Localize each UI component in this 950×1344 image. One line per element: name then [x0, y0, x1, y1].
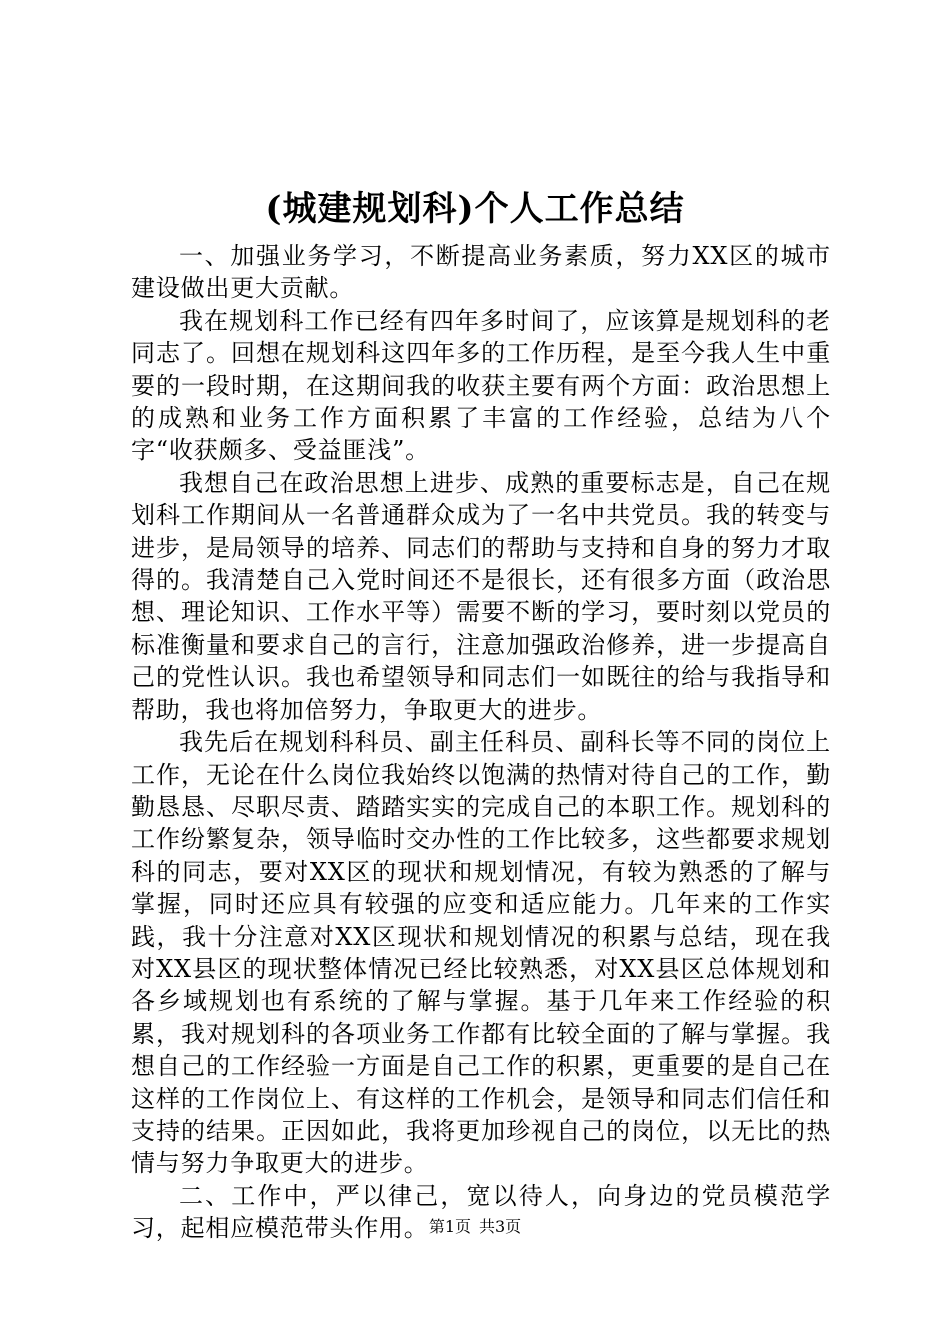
paragraph: 我在规划科工作已经有四年多时间了，应该算是规划科的老同志了。回想在规划科这四年多的工作历程，是至今我人生中重要的一段时期，在这期间我的收获主要有两个方面：政治思想上的成熟和业务工作方面积累了丰富的工作经验，总结为八个字“收获颇多、受益匪浅”。 — [131, 306, 831, 465]
document-body — [131, 240, 831, 1245]
page-total: 共3页 — [479, 1217, 522, 1236]
paragraph: 我想自己在政治思想上进步、成熟的重要标志是，自己在规划科工作期间从一名普通群众成为了一名中共党员。我的转变与进步，是局领导的培养、同志们的帮助与支持和自身的努力才取得的。我清楚自己入党时间还不是很长，还有很多方面（政治思想、理论知识、工作水平等）需要不断的学习，要时刻以党员的标准衡量和要求自己的言行，注意加强政治修养，进一步提高自己的党性认识。我也希望领导和同志们一如既往的给与我指导和帮助，我也将加倍努力，争取更大的进步。 — [131, 468, 831, 724]
paragraph: 二、工作中，严以律己，宽以待人，向身边的党员模范学习，起相应模范带头作用。 — [131, 1181, 831, 1243]
page-footer — [0, 1217, 950, 1237]
paragraph: 一、加强业务学习，不断提高业务素质，努力XX区的城市建设做出更大贡献。 — [131, 242, 831, 303]
document-title: (城建规划科)个人工作总结 — [265, 189, 685, 229]
paragraph: 我先后在规划科科员、副主任科员、副科长等不同的岗位上工作，无论在什么岗位我始终以饱满的热情对待自己的工作，勤勤恳恳、尽职尽责、踏踏实实的完成自己的本职工作。规划科的工作纷繁复杂，领导临时交办性的工作比较多，这些都要求规划科的同志，要对XX区的现状和规划情况，有较为熟悉的了解与掌握，同时还应具有较强的应变和适应能力。几年来的工作实践，我十分注意对XX区现状和规划情况的积累与总结，现在我对XX县区的现状整体情况已经比较熟悉，对XX县区总体规划和各乡域规划也有系统的了解与掌握。基于几年来工作经验的积累，我对规划科的各项业务工作都有比较全面的了解与掌握。我想自己的工作经验一方面是自己工作的积累，更重要的是自己在这样的工作岗位上、有这样的工作机会，是领导和同志们信任和支持的结果。正因如此，我将更加珍视自己的岗位，以无比的热情与努力争取更大的进步。 — [131, 728, 831, 1178]
page-number: 第1页 — [428, 1217, 471, 1236]
